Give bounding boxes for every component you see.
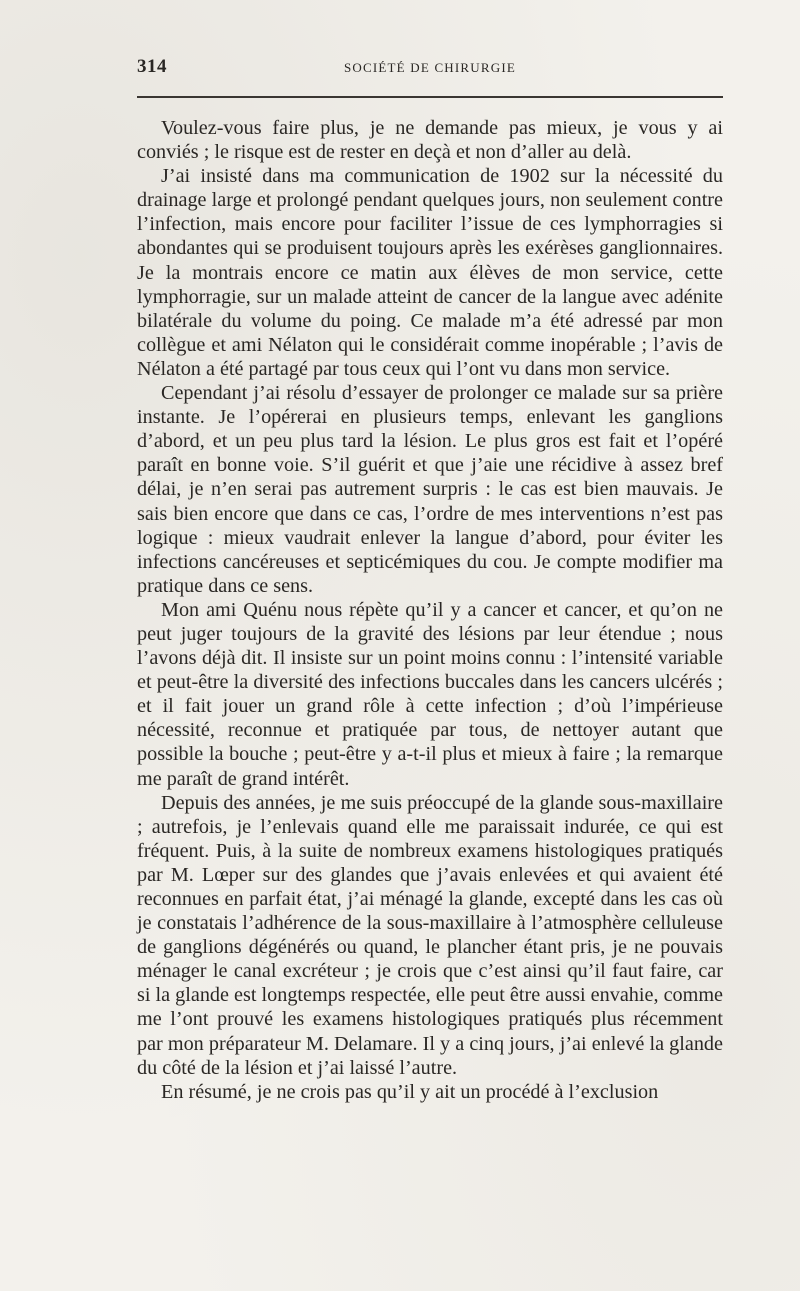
- paragraph: En résumé, je ne crois pas qu’il y ait un procédé à l’exclusion: [161, 1080, 659, 1103]
- page-number: 314: [137, 56, 167, 77]
- paragraph: Mon ami Quénu nous répète qu’il y a cancer et cancer, et qu’on ne peut juger toujours de la gravité des lésions par leur étendue ; nous l’avons déjà dit. Il insiste sur un point moins connu : l’intensité variable et peut-être la diversité des infections buccales dans les cancers ulcérés ; et il fait jouer un grand rôle à cette infection ; d’où l’impérieuse nécessité, reconnue et pratiquée par tous, de nettoyer autant que possible la bouche ; peut-être y a-t-il plus et mieux à faire ; la remarque me paraît de grand intérêt.: [137, 598, 723, 790]
- book-page: [137, 56, 723, 1103]
- page-header: [137, 56, 723, 86]
- paragraph: Depuis des années, je me suis préoccupé de la glande sous-maxillaire ; autrefois, je l’enlevais quand elle me paraissait indurée, ce qui est fréquent. Puis, à la suite de nombreux examens histologiques pratiqués par M. Lœper sur des glandes que j’avais enlevées et qui avaient été reconnues en parfait état, j’ai ménagé la glande, excepté dans les cas où je constatais l’adhérence de la sous-maxillaire à l’atmosphère celluleuse de ganglions dégénérés ou quand, le plancher étant pris, je ne pouvais ménager le canal excréteur ; je crois que c’est ainsi qu’il faut faire, car si la glande est longtemps respectée, elle peut être aussi envahie, comme me l’ont prouvé les examens histologiques pratiqués plus récemment par mon préparateur M. Delamare. Il y a cinq jours, j’ai enlevé la glande du côté de la lésion et j’ai laissé l’autre.: [137, 791, 723, 1079]
- paragraph: Cependant j’ai résolu d’essayer de prolonger ce malade sur sa prière instante. Je l’opérerai en plusieurs temps, enlevant les ganglions d’abord, et un peu plus tard la lésion. Le plus gros est fait et l’opéré paraît en bonne voie. S’il guérit et que j’aie une récidive à assez bref délai, je n’en serai pas autrement surpris : le cas est bien mauvais. Je sais bien encore que dans ce cas, l’ordre de mes interventions n’est pas logique : mieux vaudrait enlever la langue d’abord, pour éviter les infections cancéreuses et septicémiques du cou. Je compte modifier ma pratique dans ce sens.: [137, 382, 723, 597]
- paragraph: J’ai insisté dans ma communication de 1902 sur la nécessité du drainage large et prolongé pendant quelques jours, non seulement contre l’infection, mais encore pour faciliter l’issue de ces lymphorragies si abondantes qui se produisent toujours après les exérèses ganglionnaires. Je la montrais encore ce matin aux élèves de mon service, cette lymphorragie, sur un malade atteint de cancer de la langue avec adénite bilatérale du volume du poing. Ce malade m’a été adressé par mon collègue et ami Nélaton qui le considérait comme inopérable ; l’avis de Nélaton a été partagé par tous ceux qui l’ont vu dans mon service.: [137, 165, 723, 380]
- paragraph: Voulez-vous faire plus, je ne demande pas mieux, je vous y ai conviés ; le risque est de rester en deçà et non d’aller au delà.: [137, 117, 723, 164]
- body-text: [137, 116, 723, 1104]
- header-rule: [137, 96, 723, 98]
- running-title: SOCIÉTÉ DE CHIRURGIE: [343, 60, 517, 75]
